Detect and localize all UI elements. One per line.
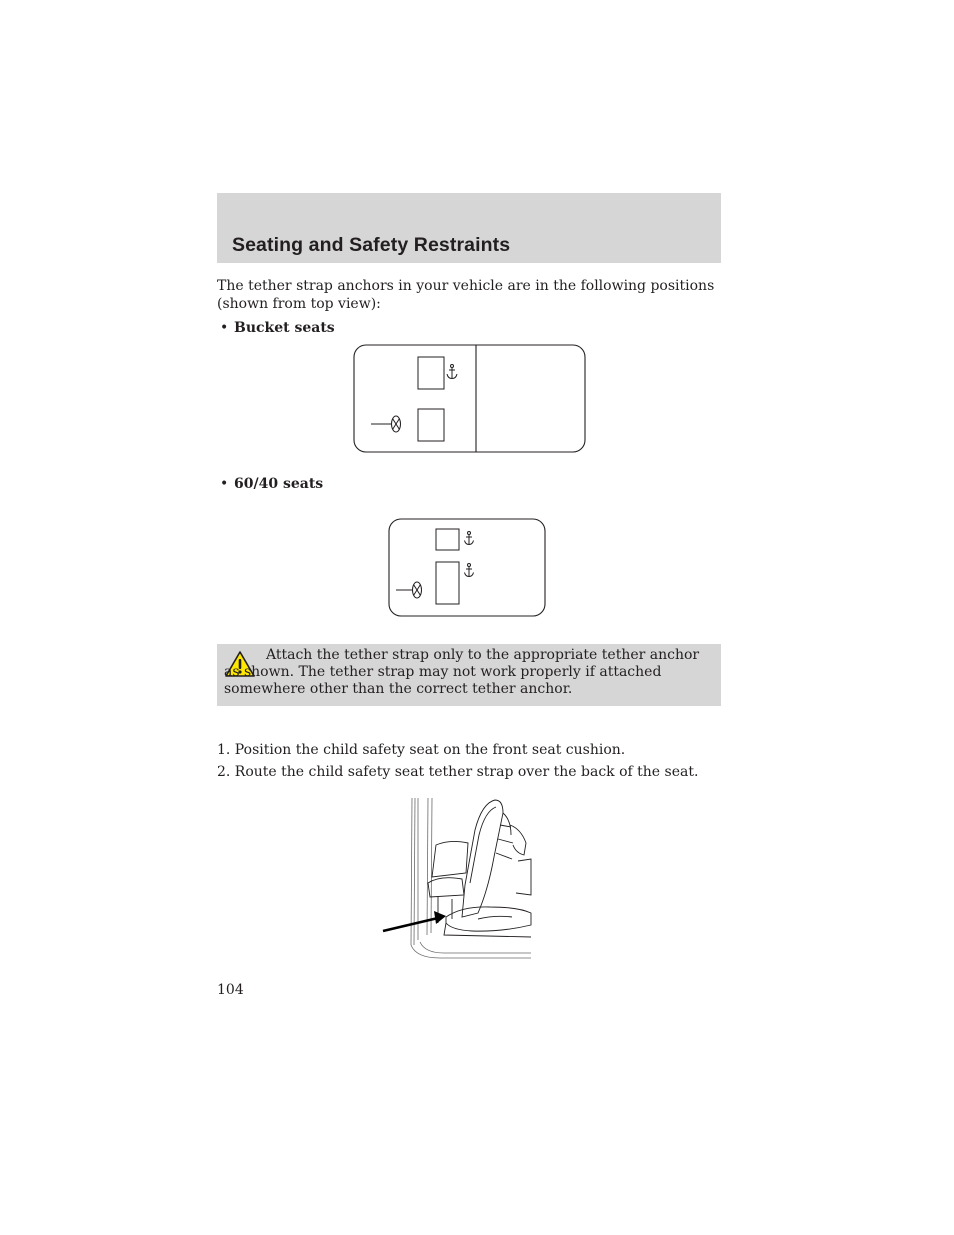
passenger-seat (418, 357, 444, 389)
driver-seat-60 (436, 562, 459, 604)
passenger-seat-40 (436, 529, 459, 550)
vehicle-outline (389, 519, 545, 616)
bullet-label: 60/40 seats (234, 476, 324, 492)
driver-seat (418, 409, 444, 441)
bullet-60-40-seats (220, 475, 323, 493)
seat-tether-illustration (380, 795, 534, 963)
sixty-forty-seats-diagram (388, 518, 547, 619)
anchor-icon (447, 365, 457, 379)
bucket-seats-diagram (353, 344, 587, 455)
section-title: Seating and Safety Restraints (232, 234, 511, 256)
bullet-symbol: • (220, 320, 229, 336)
anchor-icon (465, 532, 474, 545)
bullet-label: Bucket seats (234, 320, 335, 336)
section-header-band (217, 193, 721, 263)
warning-box (217, 644, 721, 706)
bullet-symbol: • (220, 476, 229, 492)
warning-text: Attach the tether strap only to the appropriate tether anchor as shown. The tether strap may not work properly if attached somewhere other than the correct tether anchor. (224, 647, 700, 697)
step-1: 1. Position the child safety seat on the front seat cushion. (217, 742, 626, 758)
page-number: 104 (217, 982, 244, 998)
step-2: 2. Route the child safety seat tether strap over the back of the seat. (217, 764, 699, 780)
intro-paragraph: The tether strap anchors in your vehicle are in the following positions (shown from top view): (217, 278, 715, 312)
vehicle-outline (354, 345, 585, 452)
steering-wheel-icon (371, 416, 401, 432)
anchor-icon (465, 564, 474, 577)
steering-wheel-icon (396, 582, 422, 598)
bullet-bucket-seats (220, 319, 335, 337)
